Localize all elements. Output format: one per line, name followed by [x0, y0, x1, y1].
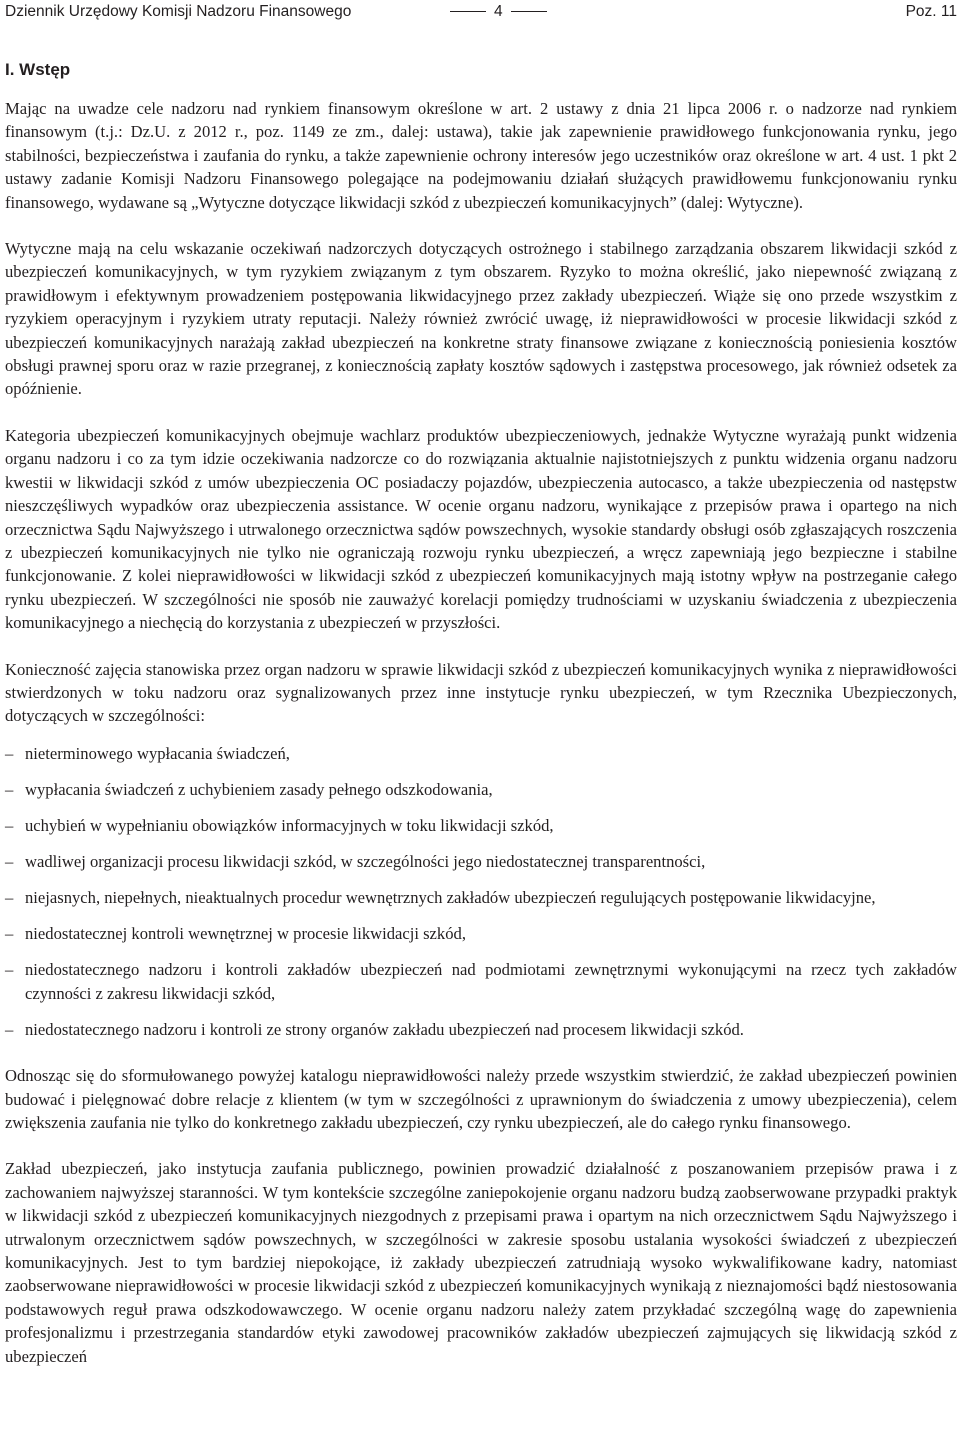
list-item-text: niedostatecznego nadzoru i kontroli zakładów ubezpieczeń nad podmiotami zewnętrznymi wykonującymi na rzecz tych zakładów czynności z zakresu likwidacji szkód, — [25, 960, 957, 1003]
section-heading: I. Wstęp — [5, 60, 71, 79]
page-number: 4 — [494, 3, 503, 20]
paragraph-public-trust: Zakład ubezpieczeń, jako instytucja zaufania publicznego, powinien prowadzić działalność z poszanowaniem przepisów prawa i z zachowaniem najwyższej staranności. W tym kontekście szczególne zaniepokojenie organu nadzoru budzą zaobserwowane przypadki praktyk w likwidacji szkód z ubezpieczeń komunikacyjnych niezgodnych z przepisami prawa i opartym na nich orzecznictwem Sądu Najwyższego i utrwalonym orzecznictwem sądów powszechnych, w szczególności w zakresie sposobu ustalania wysokości świadczeń z ubezpieczeń komunikacyjnych. Jest to tym bardziej niepokojące, iż zakłady ubezpieczeń zatrudniają wysoko wykwalifikowane kadry, natomiast zaobserwowane nieprawidłowości w procesie likwidacji szkód z ubezpieczeń komunikacyjnych wynikają z nieznajomości bądź niestosowania podstawowych reguł prawa odszkodowawczego. W ocenie organu nadzoru należy zatem przykładać szczególną wagę do zapewnienia profesjonalizmu i przestrzegania standardów etyki zawodowej pracowników zakładów ubezpieczeń zajmujących się likwidacją szkód z ubezpieczeń — [5, 1159, 957, 1366]
dash-marker: – — [5, 743, 14, 763]
journal-title: Dziennik Urzędowy Komisji Nadzoru Finansowego — [5, 3, 352, 20]
list-item-text: niedostatecznej kontroli wewnętrznej w procesie likwidacji szkód, — [25, 924, 466, 944]
paragraph-insurance-category: Kategoria ubezpieczeń komunikacyjnych obejmuje wachlarz produktów ubezpieczeniowych, jednakże Wytyczne wyrażają punkt widzenia organu nadzoru i co za tym idzie oczekiwania nadzorcze co do rozwiązania aktualnie najistotniejszych z punktu widzenia organu nadzoru kwestii w likwidacji szkód z umów ubezpieczenia OC posiadaczy pojazdów, ubezpieczenia autocasco, a także ubezpieczenia od następstw nieszczęśliwych wypadków oraz ubezpieczenia assistance. W ocenie organu nadzoru, wynikające z przepisów prawa i opartego na nich orzecznictwa Sądu Najwyższego i utrwalonego orzecznictwa sądów powszechnych, wysokie standardy obsługi osób zgłaszających roszczenia z ubezpieczeń komunikacyjnych nie tylko nie ograniczają rozwoju rynku ubezpieczeń, a wręcz zapewniają jego bezpieczne i stabilne funkcjonowanie. Z kolei nieprawidłowości w likwidacji szkód z ubezpieczeń komunikacyjnych mają istotny wpływ na postrzeganie całego rynku ubezpieczeń. W szczególności nie sposób nie zauważyć korelacji pomiędzy trudnościami w uzyskaniu świadczenia z ubezpieczenia komunikacyjnego a niechęcią do korzystania z ubezpieczeń w przyszłości. — [5, 425, 957, 633]
page-number-dash-left — [450, 11, 486, 12]
dash-marker: – — [5, 779, 14, 799]
dash-marker: – — [5, 888, 14, 908]
dash-marker: – — [5, 1019, 14, 1039]
list-item-text: niejasnych, niepełnych, nieaktualnych procedur wewnętrznych zakładów ubezpieczeń regulujących postępowanie likwidacyjne, — [25, 888, 876, 908]
document-page — [5, 0, 957, 1368]
position-label: Poz. 11 — [905, 3, 957, 20]
list-item-text: wypłacania świadczeń z uchybieniem zasady pełnego odszkodowania, — [25, 779, 493, 799]
list-item — [5, 778, 957, 801]
paragraph-client-relations: Odnosząc się do sformułowanego powyżej katalogu nieprawidłowości należy przede wszystkim stwierdzić, że zakład ubezpieczeń powinien budować i pielęgnować dobre relacje z klientem (w tym w szczególności z uprawnionym do świadczenia z umowy ubezpieczenia), celem zwiększenia zaufania nie tylko do konkretnego zakładu ubezpieczeń, czy rynku ubezpieczeń, ale do całego rynku finansowego. — [5, 1066, 957, 1133]
list-item — [5, 958, 957, 1005]
list-item — [5, 922, 957, 945]
irregularities-list — [5, 742, 957, 1041]
list-item — [5, 742, 957, 765]
dash-marker: – — [5, 852, 14, 872]
list-item-text: nieterminowego wypłacania świadczeń, — [25, 743, 290, 763]
list-item-text: niedostatecznego nadzoru i kontroli ze strony organów zakładu ubezpieczeń nad procesem likwidacji szkód. — [25, 1019, 744, 1039]
list-item — [5, 814, 957, 837]
page-number-dash-right — [511, 11, 547, 12]
list-item-text: wadliwej organizacji procesu likwidacji szkód, w szczególności jego niedostatecznej transparentności, — [25, 852, 706, 872]
paragraph-intro: Mając na uwadze cele nadzoru nad rynkiem finansowym określone w art. 2 ustawy z dnia 21 lipca 2006 r. o nadzorze nad rynkiem finansowym (t.j.: Dz.U. z 2012 r., poz. 1149 ze zm., dalej: ustawa), takie jak zapewnienie prawidłowego funkcjonowania rynku, jego stabilności, bezpieczeństwa i zaufania do rynku, a także zapewnienie ochrony interesów jego uczestników oraz określone w art. 4 ust. 1 pkt 2 ustawy zadanie Komisji Nadzoru Finansowego polegające na podejmowaniu działań służących prawidłowemu funkcjonowaniu rynku finansowego, wydawane są „Wytyczne dotyczące likwidacji szkód z ubezpieczeń komunikacyjnych” (dalej: Wytyczne). — [5, 99, 957, 212]
list-item — [5, 886, 957, 909]
page-number-group — [442, 0, 555, 24]
paragraph-guidelines-purpose: Wytyczne mają na celu wskazanie oczekiwań nadzorczych dotyczących ostrożnego i stabilnego zarządzania obszarem likwidacji szkód z ubezpieczeń komunikacyjnych, w tym ryzykiem związanym z tym obszarem. Ryzyko to można określić, jako niepewność związaną z prawidłowym i efektywnym prowadzeniem postępowania likwidacyjnego przez zakłady ubezpieczeń. Wiąże się ono przede wszystkim z ryzykiem operacyjnym i ryzykiem utraty reputacji. Należy również zwrócić uwagę, iż nieprawidłowości w procesie likwidacji szkód z ubezpieczeń komunikacyjnych narażają zakład ubezpieczeń na konkretne straty finansowe związane z koniecznością poniesienia kosztów obsługi prawnej sporu oraz w razie przegranej, z koniecznością zapłaty kosztów sądowych i zastępstwa procesowego, jak również odsetek za opóźnienie. — [5, 239, 957, 399]
running-header — [5, 0, 957, 24]
dash-marker: – — [5, 815, 14, 835]
dash-marker: – — [5, 924, 14, 944]
list-item — [5, 1018, 957, 1041]
list-item — [5, 850, 957, 873]
document-body — [5, 97, 957, 1368]
list-item-text: uchybień w wypełnianiu obowiązków informacyjnych w toku likwidacji szkód, — [25, 815, 554, 835]
dash-marker: – — [5, 960, 14, 980]
paragraph-irregularities-intro: Konieczność zajęcia stanowiska przez organ nadzoru w sprawie likwidacji szkód z ubezpieczeń komunikacyjnych wynika z nieprawidłowości stwierdzonych w toku nadzoru oraz sygnalizowanych przez inne instytucje rynku ubezpieczeń, w tym Rzecznika Ubezpieczonych, dotyczących w szczególności: — [5, 659, 957, 726]
